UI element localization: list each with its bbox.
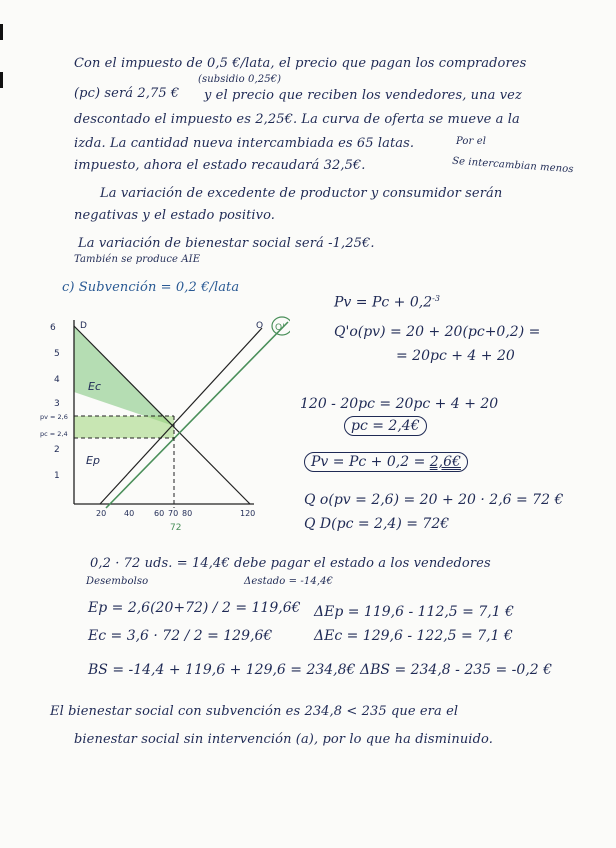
- surplus-line: ΔEc = 129,6 - 122,5 = 7,1 €: [314, 628, 513, 644]
- supply-demand-graph: [40, 308, 290, 538]
- side-note: Se intercambian menos: [451, 155, 574, 176]
- text-line: Desembolso: [86, 576, 149, 587]
- text-line: negativas y el estado positivo.: [74, 208, 276, 223]
- new-supply-label: O': [275, 323, 285, 333]
- section-heading: c) Subvención = 0,2 €/lata: [62, 280, 240, 295]
- y-tick: 1: [54, 471, 60, 481]
- surplus-line: ΔEp = 119,6 - 112,5 = 7,1 €: [314, 604, 514, 620]
- y-tick: 5: [54, 349, 60, 359]
- superscript-note: (subsidio 0,25€): [198, 74, 282, 85]
- calc-line: Q o(pv = 2,6) = 20 + 20 · 2,6 = 72 €: [304, 492, 564, 508]
- binding-mark: [0, 24, 3, 40]
- calc-line: Q'o(pv) = 20 + 20(pc+0,2) =: [334, 324, 541, 340]
- surplus-line: BS = -14,4 + 119,6 + 129,6 = 234,8€: [88, 662, 356, 678]
- demand-curve: [74, 326, 250, 504]
- subsidy-area: [74, 416, 174, 438]
- text-line: Con el impuesto de 0,5 €/lata, el precio que pagan los compradores: [74, 56, 527, 71]
- text-line: y el precio que reciben los vendedores, una vez: [204, 88, 522, 103]
- calc-result: Pv = Pc + 0,2 = 2,6€: [304, 454, 468, 470]
- calc-line: Q D(pc = 2,4) = 72€: [304, 516, 450, 532]
- x-tick: 60: [154, 509, 165, 518]
- pv-label: pv = 2,6: [40, 413, 68, 421]
- text-line: 0,2 · 72 uds. = 14,4€ debe pagar el estado a los vendedores: [90, 556, 491, 571]
- y-tick: 3: [54, 399, 60, 409]
- quantity-label: 72: [170, 523, 182, 533]
- calc-line: $Pv = Pc + 0,2^{-3}$: [334, 294, 440, 311]
- surplus-line: Ep = 2,6(20+72) / 2 = 119,6€: [88, 600, 301, 616]
- demand-label: D: [80, 321, 87, 331]
- x-tick: 80: [182, 509, 193, 518]
- ep-label: Ep: [86, 454, 100, 467]
- x-tick: 40: [124, 509, 135, 518]
- text-line: (pc) será 2,75 €: [74, 86, 180, 101]
- text-line: impuesto, ahora el estado recaudará 32,5€.: [74, 158, 366, 173]
- y-tick: 4: [54, 375, 60, 385]
- pc-label: pc = 2,4: [40, 430, 68, 438]
- side-note: Por el: [456, 136, 487, 147]
- ec-label: Ec: [88, 380, 101, 393]
- binding-mark: [0, 72, 3, 88]
- text-line: La variación de excedente de productor y consumidor serán: [100, 186, 503, 201]
- new-supply-curve: [106, 322, 288, 508]
- y-tick: 6: [50, 323, 56, 333]
- text-line: La variación de bienestar social será -1,25€.: [78, 236, 375, 251]
- surplus-line: ΔBS = 234,8 - 235 = -0,2 €: [360, 662, 553, 678]
- x-tick: 70: [168, 509, 179, 518]
- calc-line: = 20pc + 4 + 20: [396, 348, 515, 364]
- surplus-line: Ec = 3,6 · 72 / 2 = 129,6€: [88, 628, 273, 644]
- text-line: También se produce AIE: [74, 254, 201, 265]
- x-tick: 20: [96, 509, 107, 518]
- text-line: Δestado = -14,4€: [244, 576, 334, 587]
- calc-result: pc = 2,4€: [344, 418, 427, 434]
- text-line: izda. La cantidad nueva intercambiada es 65 latas.: [74, 136, 415, 151]
- y-tick: 2: [54, 445, 60, 455]
- text-line: descontado el impuesto es 2,25€. La curva de oferta se mueve a la: [74, 112, 520, 127]
- calc-line: 120 - 20pc = 20pc + 4 + 20: [300, 396, 499, 412]
- supply-label: O: [256, 321, 264, 331]
- text-line: El bienestar social con subvención es 234,8 < 235 que era el: [50, 704, 459, 719]
- x-tick: 120: [240, 509, 256, 518]
- text-line: bienestar social sin intervención (a), por lo que ha disminuido.: [74, 732, 493, 747]
